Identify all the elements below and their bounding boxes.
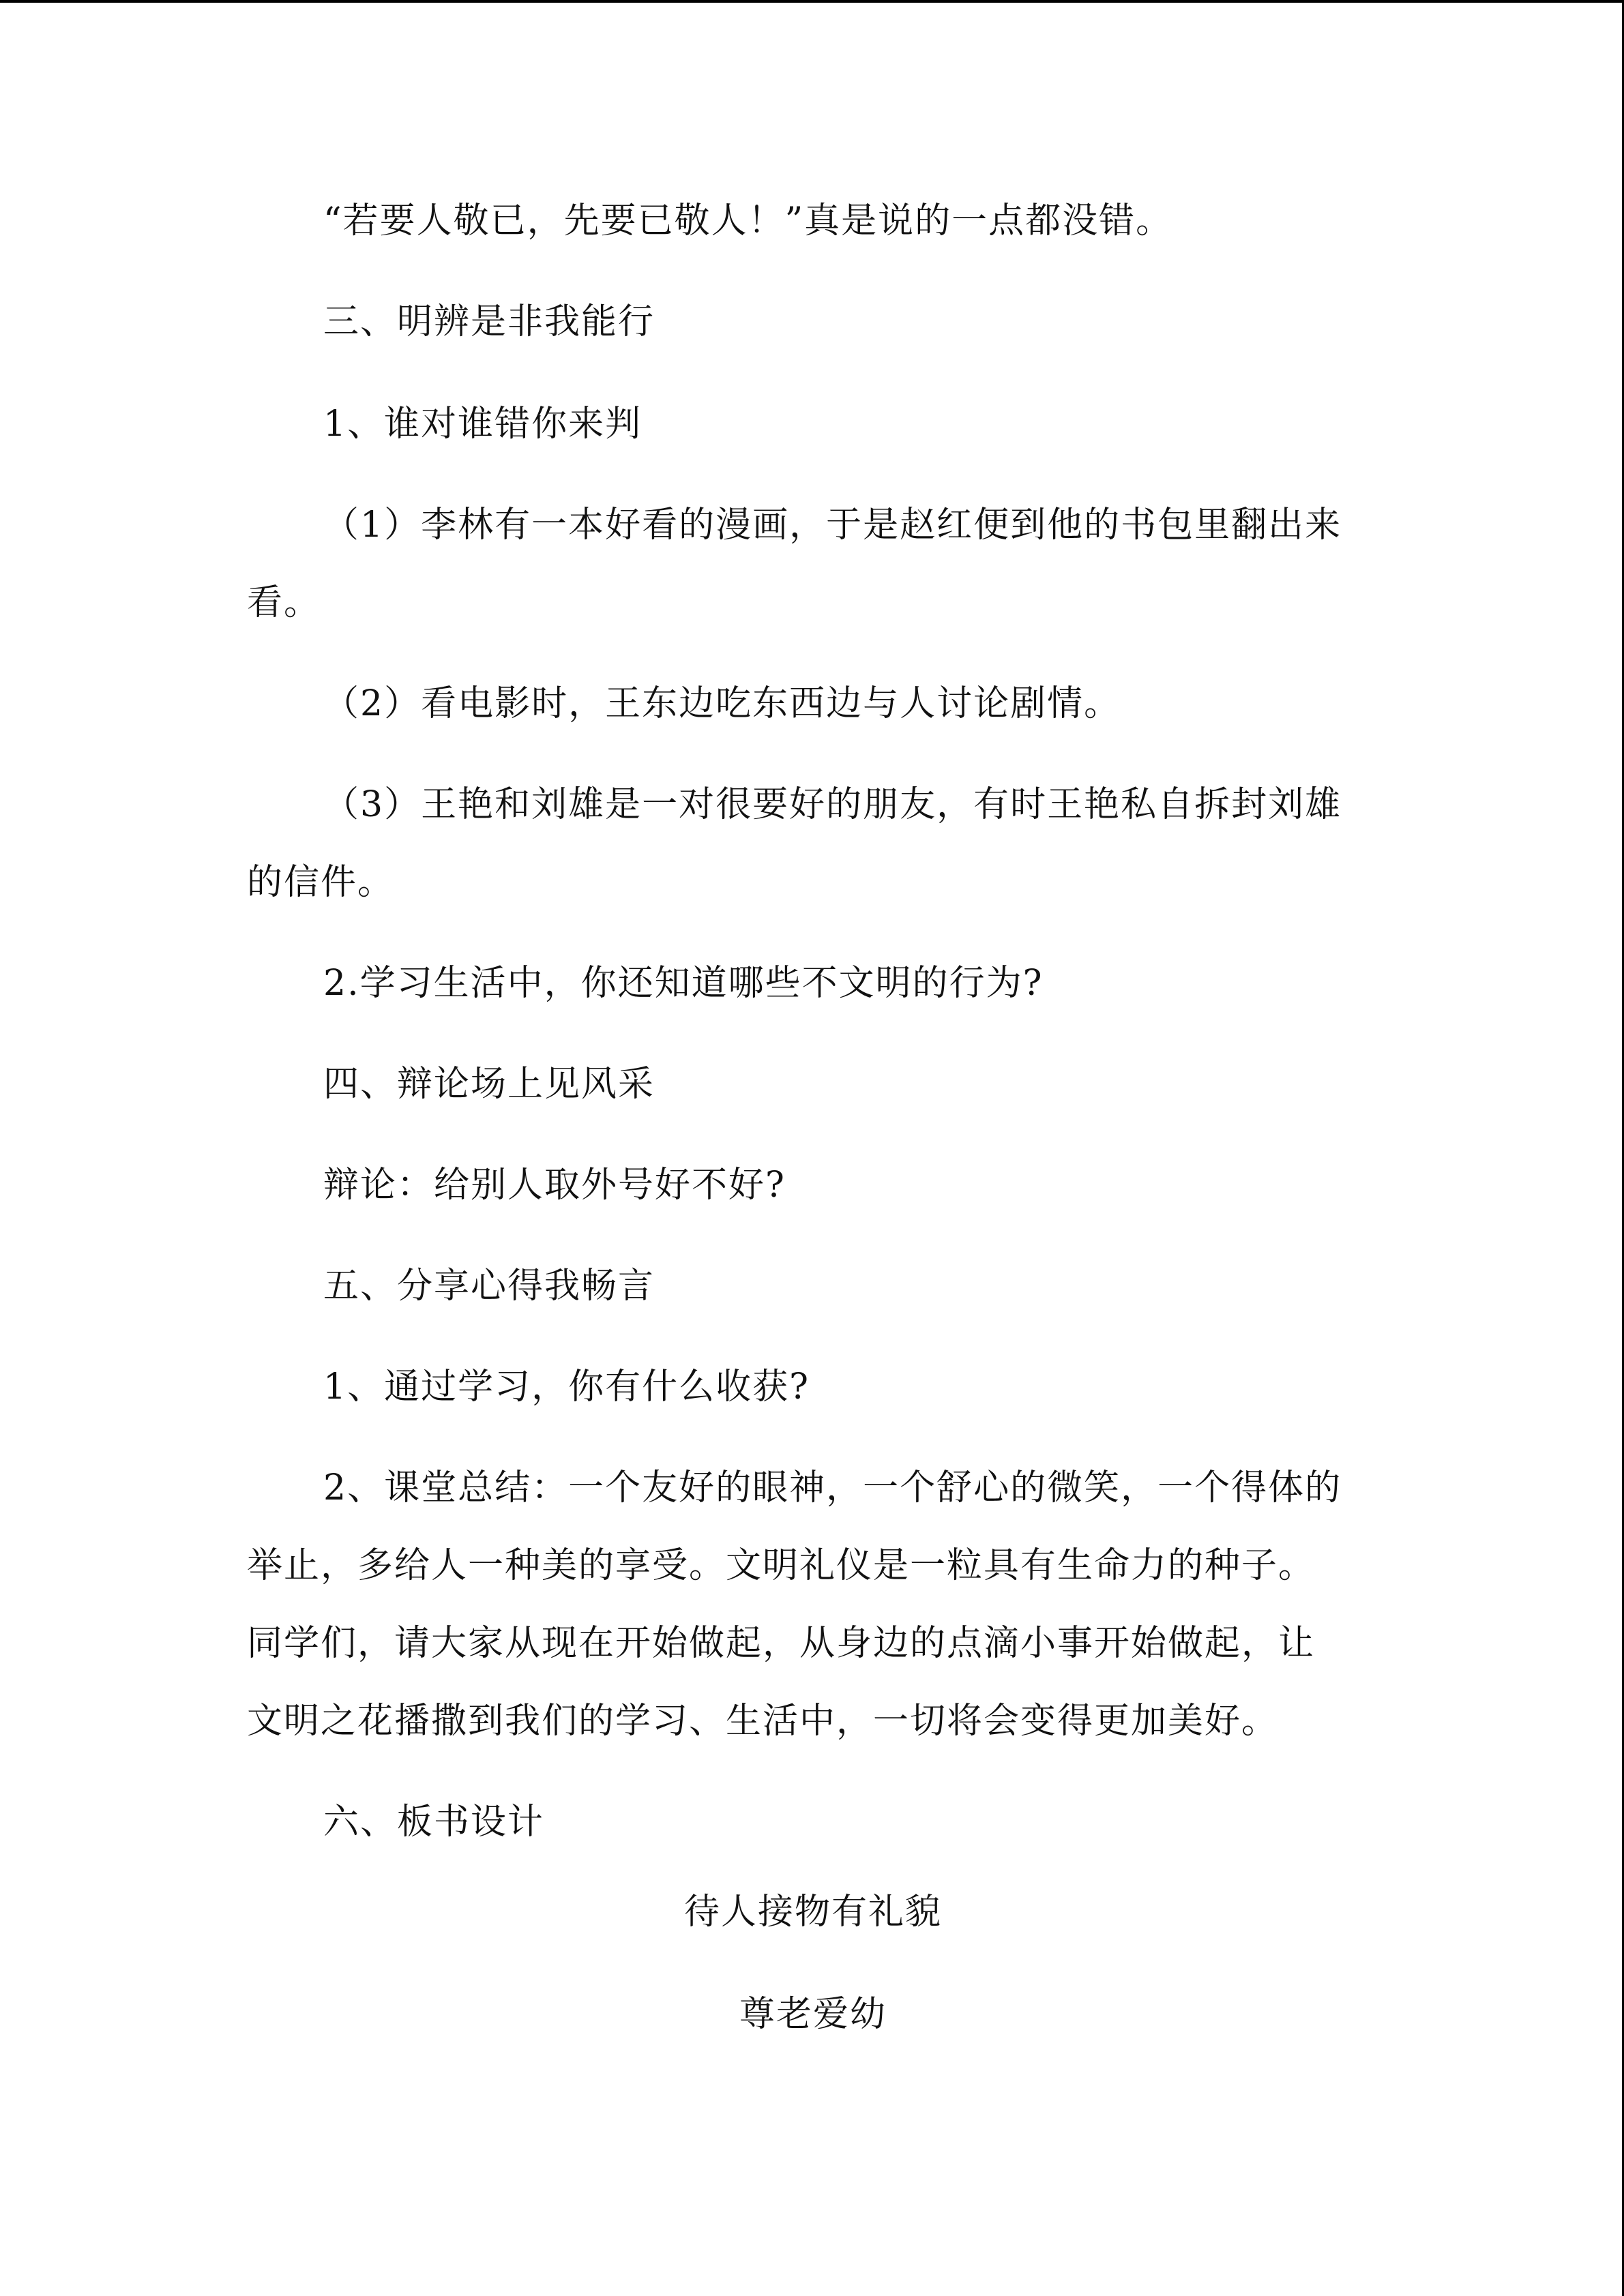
section-heading-6: 六、板书设计: [323, 1802, 545, 1843]
case-1-line-1: （1）李林有一本好看的漫画，于是赵红便到他的书包里翻出来: [323, 505, 1342, 546]
summary-line-2: 举止，多给人一种美的享受。文明礼仪是一粒具有生命力的种子。: [247, 1545, 1316, 1586]
subheading-judge: 1、谁对谁错你来判: [323, 404, 643, 445]
board-title: 待人接物有礼貌: [683, 1892, 942, 1933]
board-item: 尊老爱幼: [739, 1994, 887, 2035]
summary-line-1: 2、课堂总结：一个友好的眼神，一个舒心的微笑，一个得体的: [323, 1467, 1342, 1508]
case-1-line-2: 看。: [247, 582, 321, 623]
debate-topic: 辩论：给别人取外号好不好?: [323, 1165, 786, 1206]
quote-paragraph: “若要人敬已，先要已敬人！”真是说的一点都没错。: [323, 200, 1173, 241]
section-heading-3: 三、明辨是非我能行: [323, 301, 655, 342]
case-3-line-1: （3）王艳和刘雄是一对很要好的朋友，有时王艳私自拆封刘雄: [323, 784, 1342, 825]
section-heading-4: 四、辩论场上见风采: [323, 1064, 655, 1105]
summary-line-4: 文明之花播撒到我们的学习、生活中，一切将会变得更加美好。: [247, 1701, 1279, 1742]
question-gains: 1、通过学习，你有什么收获?: [323, 1367, 810, 1407]
summary-line-3: 同学们，请大家从现在开始做起，从身边的点滴小事开始做起，让: [247, 1623, 1316, 1664]
case-2: （2）看电影时，王东边吃东西边与人讨论剧情。: [323, 683, 1121, 724]
case-3-line-2: 的信件。: [247, 862, 395, 903]
question-behaviors: 2.学习生活中，你还知道哪些不文明的行为?: [323, 963, 1044, 1004]
section-heading-5: 五、分享心得我畅言: [323, 1266, 655, 1307]
page-top-border: [0, 0, 1624, 3]
